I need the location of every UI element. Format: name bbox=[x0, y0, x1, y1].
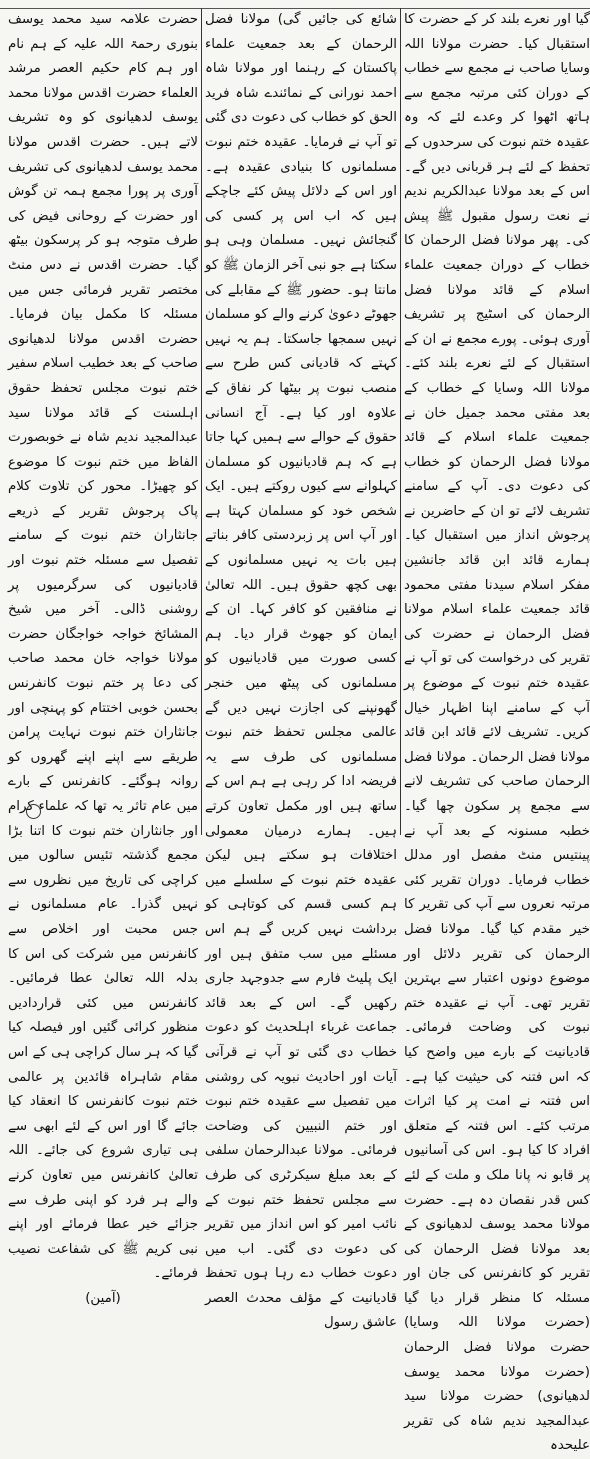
column-right-text: گیا اور نعرے بلند کر کے حضرت کا استقبال کیا۔ حضرت مولانا اللہ وسایا صاحب نے مجمع سے خطاب کے دوران کئی مرتبہ مجمع سے ہاتھ اٹھوا کر وعدے لئے کہ وہ عقیدہ ختم نبوت کی سرحدوں کے تحفظ کے لئے ہر قربانی دیں گے۔ اس کے بعد مولانا عبدالکریم ندیم نے نعت رسول مقبول ﷺ پیش کی۔ پھر مولانا فضل الرحمان کا خطاب کے دوران جمعیت علماء اسلام کے قائد مولانا فضل الرحمان کی اسٹیج پر تشریف آوری ہوئی۔ پورے مجمع نے ان کے استقبال کے لئے نعرے بلند کئے۔ مولانا اللہ وسایا کے خطاب کے بعد مفتی محمد جمیل خان نے جمعیت علماء اسلام کے قائد مولانا فضل الرحمان کو خطاب کی دعوت دی۔ آپ کے سامنے تشریف لائے تو ان کے حاضرین نے پرجوش انداز میں استقبال کیا۔ ہمارے قائد ابن قائد جانشین مفکر اسلام سیدنا مفتی محمود قائد جمعیت علماء اسلام مولانا فضل الرحمان نے حضرت کی تقریر کی درخواست کی تو آپ نے عقیدہ ختم نبوت کے موضوع پر آپ کے سامنے اپنا اظہار خیال کریں۔ تشریف لائے قائد ابن قائد مولانا فضل الرحمان۔ مولانا فضل الرحمان صاحب کی تشریف لانے سے مجمع پر سکون چھا گیا۔ خطبہ مسنونہ کے بعد آپ نے پینتیس منٹ مفصل اور مدلل خطاب فرمایا۔ دوران تقریر کئی مرتبہ نعروں سے آپ کی تقریر کا خیر مقدم کیا گیا۔ مولانا فضل الرحمان کی تقریر دلائل اور موضوع دونوں اعتبار سے بہترین تقریر تھی۔ آپ نے عقیدہ ختم نبوت کی وضاحت فرمائی۔ قادیانیت کے بارے میں واضح کیا کہ اس فتنہ کی حیثیت کیا ہے۔ اس فتنہ نے امت پر کیا اثرات مرتب کئے۔ اس فتنہ کے متعلق افراد کا کیا ہو۔ اس کی آسانیوں پر قابو نہ پانا ملک و ملت کے لئے کس قدر نقصان دہ ہے۔ حضرت مولانا محمد یوسف لدھیانوی کے بعد مولانا فضل الرحمان کی تقریر کو کانفرنس کی جان اور مسئلہ کا منظر قرار دیا گیا (حضرت مولانا اللہ وسایا) حضرت مولانا فضل الرحمان (حضرت مولانا محمد یوسف لدھیانوی) حضرت مولانا سید عبدالمجید ندیم شاہ کی تقریر علیحدہ bbox=[404, 12, 590, 1454]
column-middle bbox=[205, 8, 397, 1331]
column-divider-right bbox=[400, 8, 401, 835]
closing-amen: (آمین) bbox=[85, 1290, 121, 1306]
page-end-circle-icon bbox=[26, 804, 41, 819]
column-left-text: حضرت علامہ سید محمد یوسف بنوری رحمۃ اللہ علیہ کے ہم نام اور ہم کام حکیم العصر مرشد العلماء حضرت اقدس مولانا محمد یوسف لدھیانوی کو وہ تشریف لاتے ہیں۔ حضرت اقدس مولانا محمد یوسف لدھیانوی کی تشریف آوری پر پورا مجمع ہمہ تن گوش اور حضرت کے روحانی فیض کی طرف متوجہ ہو کر پرسکون بیٹھ گیا۔ حضرت اقدس نے دس منٹ مختصر تقریر فرمائی جس میں مسئلہ کا مکمل بیان فرمایا۔ حضرت اقدس مولانا لدھیانوی صاحب کے بعد خطیب اسلام سفیر ختم نبوت مجلس تحفظ حقوق اہلسنت کے قائد مولانا سید عبدالمجید ندیم شاہ نے خوبصورت الفاظ میں ختم نبوت کا موضوع کو چھیڑا۔ محور کن تلاوت کلام پاک پرجوش تقریر کے ذریعے جانثاران ختم نبوت کے سامنے تفصیل سے مسئلہ ختم نبوت اور قادیانیوں کی سرگرمیوں پر روشنی ڈالی۔ آخر میں شیخ المشائخ خواجہ خواجگان حضرت مولانا خواجہ خان محمد صاحب کی دعا پر ختم نبوت کانفرنس بحسن خوبی اختتام کو پہنچی اور جانثاران ختم نبوت نہایت پرامن طریقے سے اپنے اپنے گھروں کو روانہ ہوگئے۔ کانفرنس کے بارے میں عام تاثر یہ تھا کہ علماء کرام اور جانثاران ختم نبوت کا اتنا بڑا مجمع گذشتہ تئیس سالوں میں کراچی کی تاریخ میں نظروں سے نہیں گذرا۔ عام مسلمانوں نے جس محبت اور اخلاص سے کانفرنس میں شرکت کی اس کا بدلہ اللہ تعالیٰ عطا فرمائیں۔ کانفرنس میں کئی قراردادیں منظور کرائی گئیں اور فیصلہ کیا گیا کہ ہر سال کراچی ہی کے اس مقام شاہراہ قائدین پر عالمی ختم نبوت کانفرنس کا انعقاد کیا جائے گا اور اس کے لئے ابھی سے ہی تیاری شروع کی جائے۔ اللہ تعالیٰ کانفرنس میں تعاون کرنے والے ہر فرد کو اپنی طرف سے جزائے خیر عطا فرمائے اور اپنے نبی کریم ﷺ کی شفاعت نصیب فرمائے۔ bbox=[8, 12, 198, 1282]
column-right bbox=[404, 8, 590, 1454]
column-middle-text: شائع کی جائیں گی) مولانا فضل الرحمان کے بعد جمعیت علماء پاکستان کے رہنما اور مولانا شاہ احمد نورانی کے نمائندے شاہ فرید الحق کو خطاب کی دعوت دی گئی تو آپ نے فرمایا۔ عقیدہ ختم نبوت مسلمانوں کا بنیادی عقیدہ ہے۔ اور اس کے دلائل پیش کئے جاچکے ہیں کہ اب اس پر کسی کی گنجائش نہیں۔ مسلمان وہی ہو سکتا ہے جو نبی آخر الزمان ﷺ کو مانتا ہو۔ حضور ﷺ کے مقابلے کی جھوٹے دعویٰ کرنے والے کو مسلمان نہیں سمجھا جاسکتا۔ ہم یہ نہیں کہتے کہ قادیانی کس طرح سے منصب نبوت پر بیٹھا کر نفاق کے علاوہ اور کیا ہے۔ آج انسانی حقوق کے حوالے سے ہمیں کہا جاتا ہے کہ ہم قادیانیوں کو مسلمان کہلوانے سے کیوں روکتے ہیں۔ ایک شخص خود کو مسلمان کہتا ہے اور آپ اس پر زبردستی کافر بناتے ہیں بات یہ نہیں مسلمانوں کے بھی کچھ حقوق ہیں۔ اللہ تعالیٰ نے منافقین کو کافر کہا۔ ان کے ایمان کو جھوٹ قرار دیا۔ ہم کسی صورت میں قادیانیوں کو مسلمانوں کی پیٹھ میں خنجر گھونپنے کی اجازت نہیں دیں گے عالمی مجلس تحفظ ختم نبوت مسلمانوں کی طرف سے یہ فریضہ ادا کر رہی ہے ہم اس کے ساتھ ہیں اور مکمل تعاون کرتے ہیں۔ ہمارے درمیان معمولی اختلافات ہو سکتے ہیں لیکن عقیدہ ختم نبوت کے سلسلے میں ہم کسی قسم کی کوتاہی کو برداشت نہیں کریں گے ہم اس مسئلے میں سب متفق ہیں اور ایک پلیٹ فارم سے جدوجہد جاری رکھیں گے۔ اس کے بعد قائد جماعت غرباء اہلحدیث کو دعوت خطاب دی گئی تو آپ نے قرآنی آیات اور احادیث نبویہ کی روشنی میں تفصیل سے عقیدہ ختم نبوت اور ختم النبیین کی وضاحت فرمائی۔ مولانا عبدالرحمان سلفی کے بعد مبلغ سیکرٹری کی طرف سے مجلس تحفظ ختم نبوت کے نائب امیر کو اس انداز میں تقریر کی دعوت دی گئی۔ اب میں دعوت خطاب دے رہا ہوں تحفظ قادیانیت کے مؤلف محدث العصر عاشق رسول bbox=[205, 12, 397, 1331]
column-divider-left bbox=[201, 8, 202, 835]
column-left bbox=[8, 8, 198, 1306]
